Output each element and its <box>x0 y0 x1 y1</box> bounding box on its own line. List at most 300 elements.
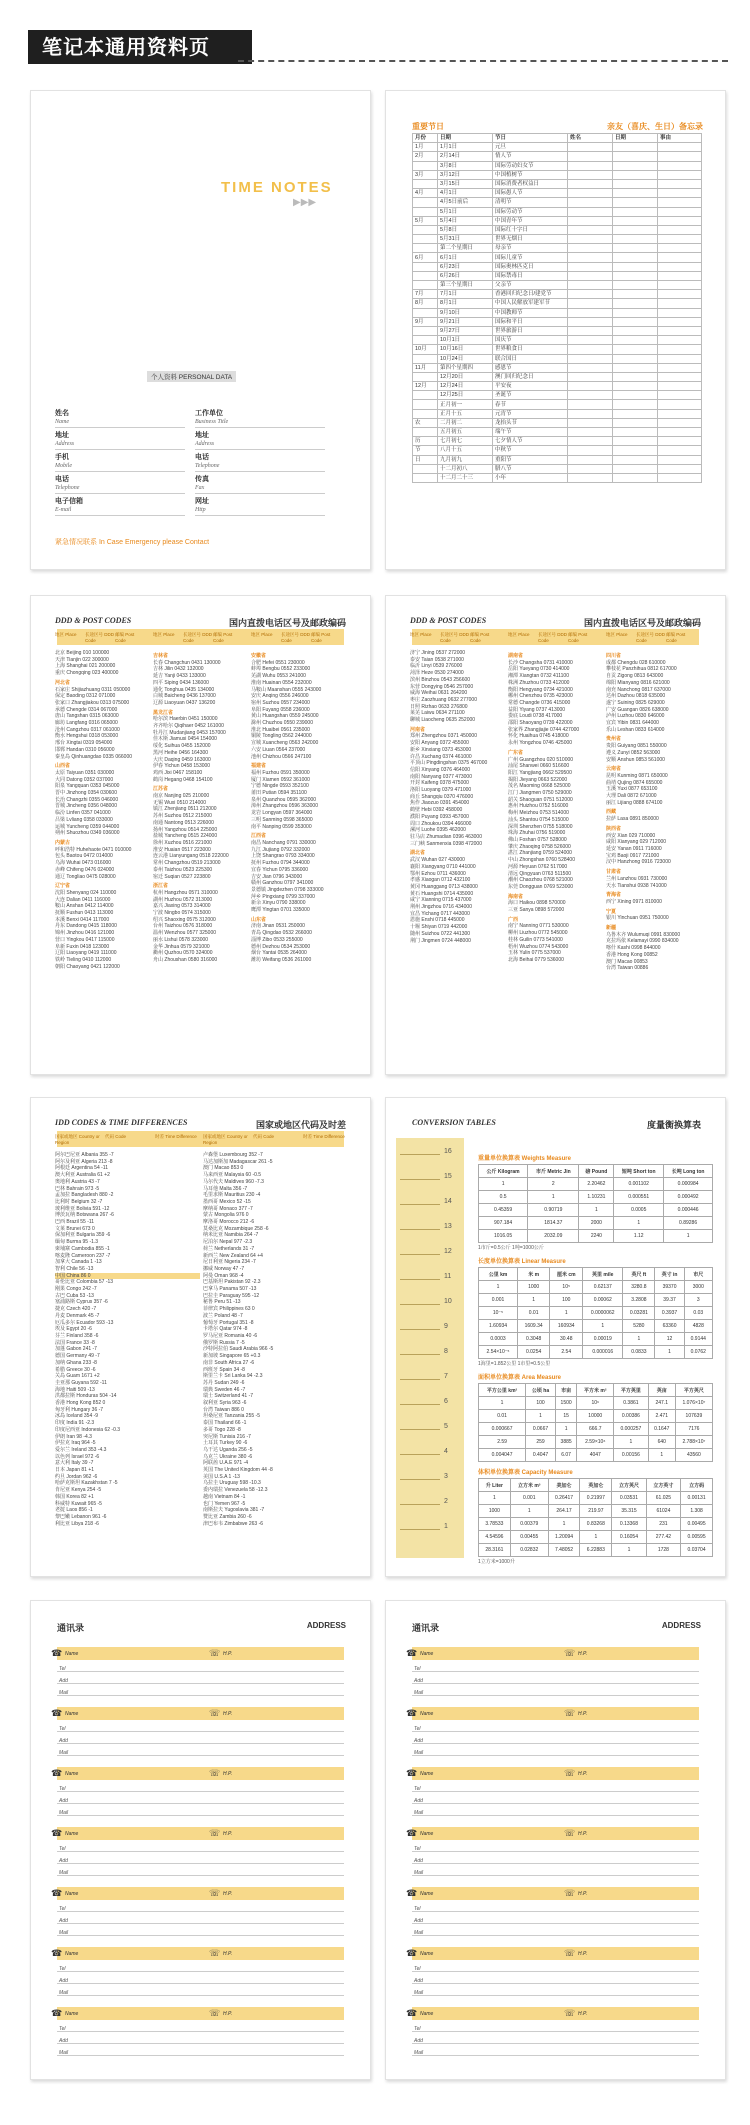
mobile-icon: ☏ <box>564 1828 576 1838</box>
banner-divider <box>238 60 728 62</box>
hp-label: H.P. <box>223 1771 233 1777</box>
name-label: Name <box>420 1831 434 1837</box>
list-item: 加蓬 Gabon 241 -7 <box>55 1346 97 1353</box>
holiday-date: 七月初七 <box>438 437 493 446</box>
conversion-cell: 0.0254 <box>518 1346 550 1359</box>
list-item: 临沂 Linyi 0539 276000 <box>410 663 463 670</box>
mobile-icon: ☏ <box>209 1708 221 1718</box>
friend-name <box>568 455 613 464</box>
list-item: 南平 Nanping 0599 353000 <box>251 823 312 830</box>
list-item: 马耳他 Malta 356 -7 <box>203 1185 248 1192</box>
table-row <box>413 179 702 188</box>
list-item: 常州 Changzhou 0519 213000 <box>153 860 221 867</box>
list-item: 贵阳 Guiyang 0851 550000 <box>606 743 667 750</box>
conversion-cell: 0.62137 <box>583 1281 623 1294</box>
list-item: 智利 Chile 56 -13 <box>55 1265 94 1272</box>
list-item: 汕尾 Shanwei 0660 516600 <box>508 763 570 770</box>
name-label: Name <box>65 1891 79 1897</box>
region-heading: 河南省 <box>410 726 426 733</box>
table-row <box>413 253 702 262</box>
list-item: 张家界 Zhangjiajie 0744 427000 <box>508 726 580 733</box>
cover-field <box>195 497 325 516</box>
name-label: Name <box>65 1651 79 1657</box>
table-row <box>413 262 702 271</box>
name-strip <box>412 1707 699 1720</box>
list-item: 连云港 Lianyungang 0518 222000 <box>153 853 229 860</box>
entry-line <box>57 1911 344 1912</box>
list-item: 南非 South Africa 27 -6 <box>203 1359 255 1366</box>
name-label: Name <box>65 1951 79 1957</box>
friend-date <box>613 161 658 170</box>
list-item: 博茨瓦纳 Botswana 267 -6 <box>55 1212 114 1219</box>
list-item: 吉安 Jian 0796 343000 <box>251 873 303 880</box>
list-item: 法国 France 33 -8 <box>55 1339 95 1346</box>
friend-name <box>568 161 613 170</box>
holiday-date: 1月1日 <box>438 143 493 152</box>
holiday-date: 10月24日 <box>438 354 493 363</box>
entry-line <box>57 1851 344 1852</box>
conversion-header-cell: 英尺 ft <box>623 1268 655 1281</box>
holiday-name: 清明节 <box>493 198 568 207</box>
ruler-tick <box>400 1279 440 1280</box>
conversion-cell: 1.12 <box>614 1230 664 1243</box>
conversion-page <box>385 1097 726 1577</box>
conversion-cell: 0.16054 <box>612 1531 646 1544</box>
table-row <box>479 1294 713 1307</box>
list-item: 绥化 Suihua 0455 152000 <box>153 743 211 750</box>
conversion-cell: 15 <box>555 1410 577 1423</box>
holiday-date: 6月26日 <box>438 271 493 280</box>
holiday-month: 1月 <box>413 143 438 152</box>
list-item: 潮州 Chaozhou 0768 521000 <box>508 877 573 884</box>
list-item: 六安 Liuan 0564 237000 <box>251 746 306 753</box>
list-item: 新西兰 New Zealand 64 +4 <box>203 1252 263 1259</box>
conversion-cell: 2240 <box>579 1230 614 1243</box>
conversion-cell: 219.97 <box>580 1505 612 1518</box>
list-item: 周口 Zhoukou 0394 466000 <box>410 820 472 827</box>
holiday-name: 元宵节 <box>493 409 568 418</box>
list-item: 荆州 Jingzhou 0716 434000 <box>410 904 472 911</box>
list-item: 宿迁 Suqian 0527 223800 <box>153 873 211 880</box>
ddd-page-1 <box>30 595 371 1075</box>
entry-line <box>412 1995 699 1996</box>
hp-label: H.P. <box>578 2011 588 2017</box>
region-heading: 陕西省 <box>606 825 622 832</box>
phone-icon: ☎ <box>406 1708 418 1718</box>
entry-line <box>57 1743 344 1744</box>
friend-reason <box>658 225 702 234</box>
holiday-date: 5月4日 <box>438 216 493 225</box>
cover-field-cn: 电话 <box>195 454 209 461</box>
entry-line <box>57 2055 344 2056</box>
holiday-month: 5月 <box>413 216 438 225</box>
name-strip <box>412 1767 699 1780</box>
entry-line <box>412 1695 699 1696</box>
list-item: 临汾 Linfen 0357 041000 <box>55 810 111 817</box>
hp-label: H.P. <box>223 1831 233 1837</box>
list-item: 阜阳 Fuyang 0558 236000 <box>251 706 310 713</box>
entry-label: Tel <box>414 1666 421 1672</box>
holiday-header-row <box>413 134 702 143</box>
conversion-header-cell: 立方英寸 <box>646 1479 680 1492</box>
ruler-tick <box>400 1204 440 1205</box>
conversion-cell: 0.00495 <box>681 1518 713 1531</box>
entry-line <box>412 1863 699 1864</box>
holiday-month <box>413 244 438 253</box>
holiday-name: 圣诞节 <box>493 391 568 400</box>
cover-field-en: Name <box>55 419 69 425</box>
friend-date <box>613 170 658 179</box>
conversion-cell: 6.22883 <box>580 1544 612 1557</box>
conversion-cell: 39370 <box>655 1281 684 1294</box>
list-item: 黄山 Huangshan 0559 245000 <box>251 713 319 720</box>
conversion-cell: 1 <box>614 1436 649 1449</box>
conversion-cell: 0.00156 <box>614 1449 649 1462</box>
list-item: 肯尼亚 Kenya 254 -5 <box>55 1487 102 1494</box>
list-item: 苏州 Suzhou 0512 215000 <box>153 813 212 820</box>
table-row <box>413 216 702 225</box>
conversion-section-title: 面积单位换算表 Area Measure <box>478 1375 562 1381</box>
friend-date <box>613 317 658 326</box>
ddd-sub-header: 地区 Place <box>251 632 273 637</box>
list-item: 台湾 Taiwan 886 0 <box>203 1406 244 1413</box>
table-row <box>413 143 702 152</box>
conversion-cell: 0.00379 <box>510 1518 548 1531</box>
list-item: 毛里求斯 Mauritius 230 -4 <box>203 1192 261 1199</box>
phone-icon: ☎ <box>406 2008 418 2018</box>
list-item: 伊朗 Iran 98 -4.3 <box>55 1433 92 1440</box>
friend-date <box>613 189 658 198</box>
list-item: 滁州 Chuzhou 0550 239000 <box>251 720 313 727</box>
arrows-icon: ▶▶▶ <box>293 197 317 208</box>
holiday-month: 历 <box>413 437 438 446</box>
entry-label: Tel <box>59 1906 66 1912</box>
region-heading: 广西 <box>508 916 519 923</box>
list-item: 日本 Japan 81 +1 <box>55 1467 95 1474</box>
conversion-cell: 61024 <box>646 1505 680 1518</box>
holiday-date: 4月1日 <box>438 189 493 198</box>
list-item: 乌克兰 Ukraine 380 -6 <box>203 1453 253 1460</box>
holiday-name: 父亲节 <box>493 281 568 290</box>
region-heading: 甘肃省 <box>606 869 622 876</box>
friend-reason <box>658 207 702 216</box>
conversion-cell: 3280.8 <box>623 1281 655 1294</box>
conversion-cell: 0.004047 <box>479 1449 526 1462</box>
holiday-month: 日 <box>413 455 438 464</box>
entry-line <box>412 1971 699 1972</box>
table-row <box>413 428 702 437</box>
ruler-tick <box>400 1379 440 1380</box>
conversion-table <box>478 1478 713 1557</box>
conversion-cell: 28.3161 <box>479 1544 511 1557</box>
holiday-date: 9月10日 <box>438 308 493 317</box>
conversion-header-cell: 短吨 Short ton <box>614 1165 664 1178</box>
holiday-name: 国庆节 <box>493 336 568 345</box>
region-heading: 贵州省 <box>606 736 622 743</box>
friend-reason <box>658 428 702 437</box>
friend-name <box>568 235 613 244</box>
list-item: 柳州 Liuzhou 0772 545000 <box>508 930 568 937</box>
name-strip <box>57 1707 344 1720</box>
table-row <box>413 336 702 345</box>
list-item: 瑞典 Sweden 46 -7 <box>203 1386 246 1393</box>
holiday-date: 十二月二十三 <box>438 473 493 482</box>
region-heading: 浙江省 <box>153 883 169 890</box>
list-item: 东莞 Dongguan 0769 523000 <box>508 883 574 890</box>
friend-reason <box>658 299 702 308</box>
table-row <box>479 1217 713 1230</box>
conversion-left-title: CONVERSION TABLES <box>412 1118 496 1127</box>
friend-reason <box>658 336 702 345</box>
ddd-page-2 <box>385 595 726 1075</box>
region-heading: 内蒙古 <box>55 839 71 846</box>
entry-label: Add <box>414 1678 423 1684</box>
list-item: 爱尔兰 Ireland 353 -4.3 <box>55 1446 107 1453</box>
list-item: 岳阳 Yueyang 0730 414000 <box>508 666 570 673</box>
list-item: 上饶 Shangrao 0793 334000 <box>251 853 315 860</box>
conversion-cell: 0.0003 <box>479 1333 518 1346</box>
conversion-cell: 5280 <box>623 1320 655 1333</box>
ddd-sub-header: 地区 Place <box>153 632 175 637</box>
list-item: 衡阳 Hengyang 0734 421000 <box>508 686 573 693</box>
conversion-header-row <box>479 1268 713 1281</box>
holiday-month <box>413 326 438 335</box>
conversion-cell: 1 <box>555 1423 577 1436</box>
table-row <box>413 363 702 372</box>
holiday-table <box>412 133 702 483</box>
entry-label: Tel <box>414 2026 421 2032</box>
holiday-name: 感恩节 <box>493 363 568 372</box>
list-item: 南宁 Nanning 0771 530000 <box>508 923 569 930</box>
friend-reason <box>658 161 702 170</box>
list-item: 巴西 Brazil 55 -11 <box>55 1219 95 1226</box>
conversion-cell: 0.5 <box>479 1191 528 1204</box>
list-item: 中国 China 86 0 <box>55 1273 200 1280</box>
list-item: 安庆 Anqing 0556 246000 <box>251 693 309 700</box>
list-item: 约旦 Jordan 962 -6 <box>55 1473 98 1480</box>
name-label: Name <box>420 1711 434 1717</box>
friend-date <box>613 207 658 216</box>
entry-label: Add <box>59 2038 68 2044</box>
list-item: 澳门 Macao 853 0 <box>203 1165 244 1172</box>
conversion-header-cell: 美加仑 <box>548 1479 580 1492</box>
holiday-month: 节 <box>413 446 438 455</box>
conversion-cell: 160934 <box>550 1320 583 1333</box>
holiday-date: 7月1日 <box>438 290 493 299</box>
region-heading: 新疆 <box>606 925 617 932</box>
list-item: 安顺 Anshun 0853 561000 <box>606 756 665 763</box>
address-title-en-2: ADDRESS <box>661 1621 701 1630</box>
friend-name <box>568 262 613 271</box>
list-item: 蚌埠 Bengbu 0552 233000 <box>251 666 311 673</box>
conversion-table <box>478 1383 713 1462</box>
list-item: 宜宾 Yibin 0831 644000 <box>606 720 659 727</box>
holiday-name: 国际儿童节 <box>493 253 568 262</box>
conversion-header-cell: 公斤 Kilogram <box>479 1165 528 1178</box>
list-item: 奥地利 Austria 43 -7 <box>55 1178 100 1185</box>
list-item: 镇江 Zhenjiang 0511 212000 <box>153 806 217 813</box>
list-item: 喀什 Kashi 0998 844000 <box>606 945 661 952</box>
cover-field-en: Telephone <box>55 485 80 491</box>
table-row <box>479 1544 713 1557</box>
list-item: 厄瓜多尔 Ecuador 593 -13 <box>55 1319 114 1326</box>
list-item: 湖州 Huzhou 0572 313000 <box>153 896 213 903</box>
table-row <box>413 446 702 455</box>
friend-name <box>568 152 613 161</box>
mobile-icon: ☏ <box>564 1768 576 1778</box>
friend-reason <box>658 179 702 188</box>
list-item: 希腊 Greece 30 -6 <box>55 1366 96 1373</box>
friend-date <box>613 345 658 354</box>
region-heading: 广东省 <box>508 749 524 756</box>
conversion-cell: 7.48052 <box>548 1544 580 1557</box>
cover-field-en: Address <box>195 441 215 447</box>
entry-label: Tel <box>414 1966 421 1972</box>
region-heading: 湖南省 <box>508 653 524 659</box>
list-item: 加纳 Ghana 233 -8 <box>55 1359 97 1366</box>
ddd-sub-header: 地区 Place <box>606 632 628 637</box>
name-strip <box>412 1947 699 1960</box>
list-item: 龙岩 Longyan 0597 364000 <box>251 810 313 817</box>
conversion-cell: 0.01 <box>518 1307 550 1320</box>
ddd-sub-header: 邮编 Post Code <box>213 632 233 643</box>
list-item: 丽水 Lishui 0578 323000 <box>153 936 209 943</box>
entry-line <box>412 1851 699 1852</box>
list-item: 刚果 Congo 242 -7 <box>55 1286 97 1293</box>
holiday-date: 4月5日前后 <box>438 198 493 207</box>
list-item: 齐齐哈尔 Qiqihaer 0452 161000 <box>153 723 224 730</box>
list-item: 俄罗斯 Russia 7 -5 <box>203 1339 245 1346</box>
friend-name <box>568 253 613 262</box>
list-item: 运城 Yuncheng 0359 044000 <box>55 823 120 830</box>
cover-field <box>195 475 325 494</box>
list-item: 锦州 Jinzhou 0416 121000 <box>55 930 115 937</box>
mobile-icon: ☏ <box>564 1708 576 1718</box>
entry-line <box>57 1815 344 1816</box>
list-item: 朝阳 Chaoyang 0421 122000 <box>55 963 120 970</box>
entry-line <box>412 1803 699 1804</box>
list-item: 海口 Haikou 0898 570000 <box>508 900 566 907</box>
list-item: 新加坡 Singapore 65 +0.3 <box>203 1353 261 1360</box>
conversion-cell: 0.00455 <box>510 1531 548 1544</box>
conversion-cell: 1 <box>664 1230 713 1243</box>
conversion-cell: 0.13368 <box>612 1518 646 1531</box>
list-item: 阿联酋 U.A.E 971 -4 <box>203 1460 249 1467</box>
conversion-header-row <box>479 1384 713 1397</box>
list-item: 秘鲁 Peru 51 -13 <box>203 1299 241 1306</box>
list-item: 拉萨 Lasa 0891 850000 <box>606 816 659 823</box>
entry-label: Tel <box>59 1966 66 1972</box>
entry-line <box>412 1791 699 1792</box>
holiday-month <box>413 271 438 280</box>
holiday-month: 12月 <box>413 382 438 391</box>
conversion-cell: 2.54 <box>550 1346 583 1359</box>
list-item: 河源 Heyuan 0762 517000 <box>508 863 568 870</box>
list-item: 深圳 Shenzhen 0755 518000 <box>508 823 573 830</box>
name-label: Name <box>420 1891 434 1897</box>
list-item: 达州 Dazhou 0818 635000 <box>606 693 666 700</box>
conversion-cell: 4047 <box>577 1449 614 1462</box>
ruler-tick <box>400 1154 440 1155</box>
ruler-tick <box>400 1479 440 1480</box>
holiday-header-cell: 姓名 <box>568 134 613 143</box>
entry-label: Tel <box>414 1726 421 1732</box>
list-item: 承德 Chengde 0314 067000 <box>55 706 118 713</box>
phone-icon: ☎ <box>406 1768 418 1778</box>
list-item: 赤峰 Chifeng 0476 024000 <box>55 866 115 873</box>
ruler-number: 8 <box>444 1348 448 1355</box>
conversion-cell: 39.37 <box>655 1294 684 1307</box>
idd-left-title: IDD CODES & TIME DIFFERENCES <box>55 1118 188 1127</box>
list-item: 鞍山 Anshan 0412 114000 <box>55 903 114 910</box>
list-item: 长治 Changzhi 0355 046000 <box>55 796 119 803</box>
conversion-cell: 1 <box>583 1320 623 1333</box>
name-strip <box>57 1887 344 1900</box>
friend-reason <box>658 446 702 455</box>
list-item: 苏丹 Sudan 249 -6 <box>203 1379 245 1386</box>
conversion-cell: 0.89286 <box>664 1217 713 1230</box>
entry-line <box>412 1983 699 1984</box>
friend-name <box>568 446 613 455</box>
conversion-cell: 10⁻⁵ <box>479 1307 518 1320</box>
entry-line <box>412 1923 699 1924</box>
list-item: 威海 Weihai 0631 264200 <box>410 690 468 697</box>
conversion-cell: 2000 <box>579 1217 614 1230</box>
holiday-name: 情人节 <box>493 152 568 161</box>
list-item: 海地 Haiti 509 -13 <box>55 1386 95 1393</box>
phone-icon: ☎ <box>51 1648 63 1658</box>
conversion-cell: 0.000984 <box>664 1178 713 1191</box>
list-item: 石家庄 Shijiazhuang 0311 050000 <box>55 686 131 693</box>
address-title-cn-2: 通讯录 <box>412 1623 440 1633</box>
list-item: 曲靖 Qujing 0874 655000 <box>606 779 663 786</box>
list-item: 茂名 Maoming 0668 525000 <box>508 783 571 790</box>
holiday-name: 国际劳动节 <box>493 207 568 216</box>
list-item: 淮安 Huaian 0517 223000 <box>153 846 211 853</box>
holiday-date: 第三个星期日 <box>438 281 493 290</box>
list-item: 宣城 Xuancheng 0563 242000 <box>251 740 319 747</box>
entry-line <box>412 1743 699 1744</box>
holiday-month <box>413 354 438 363</box>
entry-label: Tel <box>59 1666 66 1672</box>
list-item: 宁德 Ningde 0593 352100 <box>251 783 309 790</box>
holiday-month: 2月 <box>413 152 438 161</box>
conversion-header-cell: 市尺 <box>684 1268 712 1281</box>
list-item: 墨西哥 Mexico 52 -15 <box>203 1198 251 1205</box>
cover-field-en: Fax <box>195 485 205 491</box>
holiday-date: 第四个星期四 <box>438 363 493 372</box>
entry-label: Mail <box>59 1750 69 1756</box>
list-item: 越南 Vietnam 84 -1 <box>203 1493 246 1500</box>
region-heading: 海南省 <box>508 893 524 900</box>
conversion-header-cell: 米 m <box>518 1268 550 1281</box>
conversion-cell: 1 <box>614 1217 664 1230</box>
list-item: 伊拉克 Iraq 964 -5 <box>55 1440 96 1447</box>
friend-name <box>568 354 613 363</box>
conversion-cell: 10000 <box>577 1410 614 1423</box>
conversion-right-title: 度量衡换算表 <box>646 1120 701 1130</box>
region-heading: 江苏省 <box>153 786 169 793</box>
friend-name <box>568 198 613 207</box>
holiday-date: 12月24日 <box>438 382 493 391</box>
conversion-cell: 1 <box>479 1397 526 1410</box>
conversion-cell: 640 <box>648 1436 675 1449</box>
list-item: 洪都拉斯 Honduras 504 -14 <box>55 1393 117 1400</box>
list-item: 赞比亚 Zambia 260 -6 <box>203 1513 252 1520</box>
list-item: 巴林 Bahrain 973 -5 <box>55 1185 100 1192</box>
entry-label: Mail <box>59 1990 69 1996</box>
conversion-section-title: 重量单位换算表 Weights Measure <box>478 1156 571 1162</box>
